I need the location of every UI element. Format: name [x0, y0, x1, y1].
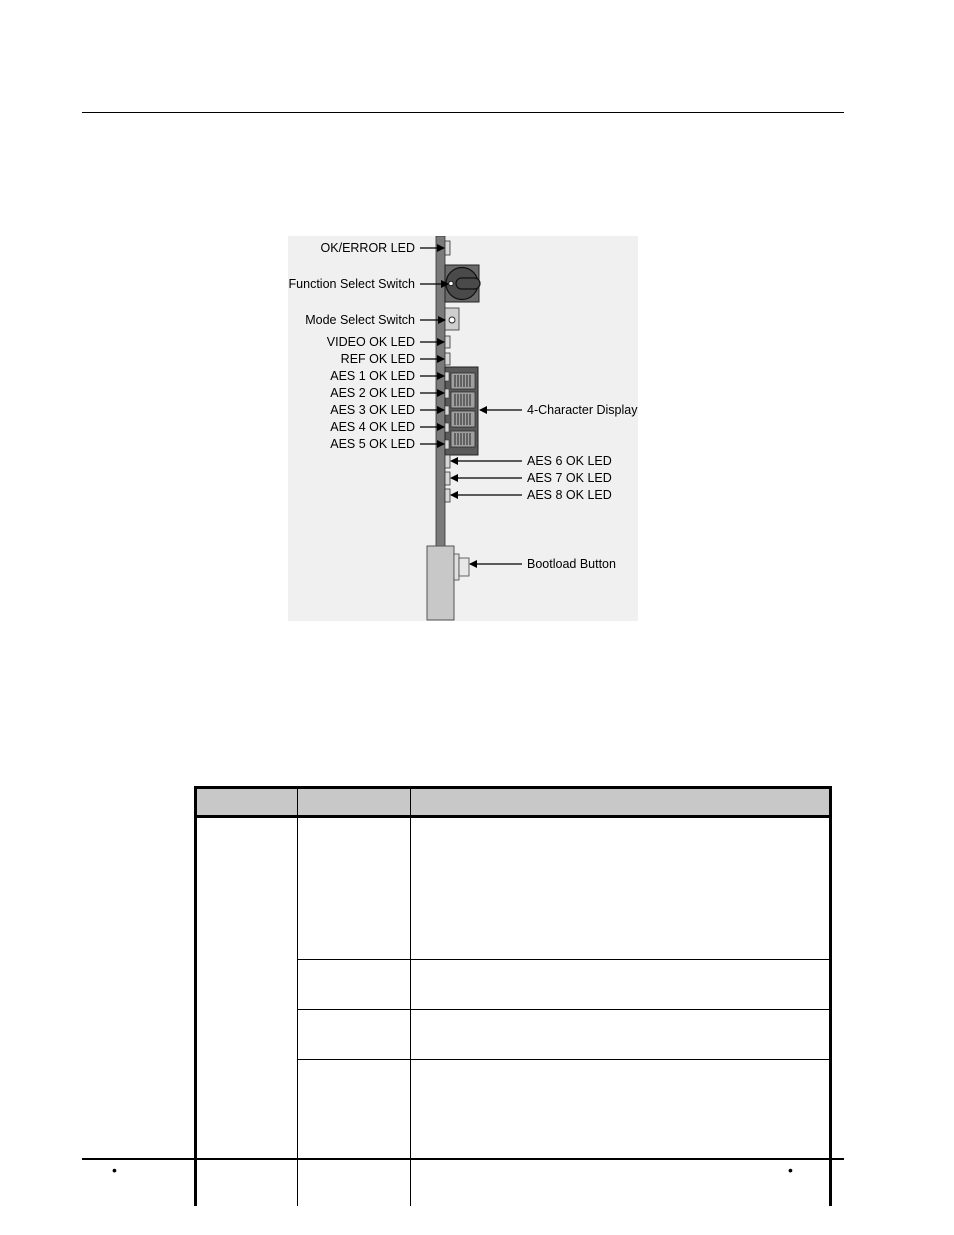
label-four-character-display: 4-Character Display — [527, 403, 638, 417]
footer-rule — [82, 1158, 844, 1160]
label-mode-select-switch: Mode Select Switch — [305, 313, 415, 327]
label-aes-7-ok-led: AES 7 OK LED — [527, 471, 612, 485]
circuit-board-edge — [436, 236, 445, 546]
label-ok-error-led: OK/ERROR LED — [320, 241, 415, 255]
row-separator-3 — [297, 1059, 830, 1060]
front-panel-diagram — [288, 236, 638, 621]
label-aes-8-ok-led: AES 8 OK LED — [527, 488, 612, 502]
table-border-right — [829, 786, 832, 1206]
indicator-table — [194, 786, 832, 1206]
table-header-row — [194, 786, 832, 818]
card-ejector — [427, 546, 454, 620]
label-video-ok-led: VIDEO OK LED — [326, 335, 415, 349]
label-aes-1-ok-led: AES 1 OK LED — [330, 369, 415, 383]
video-ok-led — [445, 336, 450, 348]
aes-8-ok-led — [445, 489, 450, 502]
row-separator-1 — [297, 959, 830, 960]
label-bootload-button: Bootload Button — [527, 557, 616, 571]
label-function-select-switch: Function Select Switch — [288, 277, 415, 291]
column-separator-2 — [410, 786, 411, 1206]
table-border-left — [194, 786, 197, 1206]
bootload-button — [459, 558, 469, 576]
column-separator-1 — [297, 786, 298, 1206]
aes-6-ok-led — [445, 455, 450, 468]
header-rule — [82, 112, 844, 113]
label-aes-6-ok-led: AES 6 OK LED — [527, 454, 612, 468]
label-ref-ok-led: REF OK LED — [340, 352, 415, 366]
label-aes-4-ok-led: AES 4 OK LED — [330, 420, 415, 434]
ref-ok-led — [445, 353, 450, 365]
label-aes-2-ok-led: AES 2 OK LED — [330, 386, 415, 400]
row-separator-2 — [297, 1009, 830, 1010]
ok-error-led — [445, 241, 450, 255]
label-aes-3-ok-led: AES 3 OK LED — [330, 403, 415, 417]
aes-7-ok-led — [445, 472, 450, 485]
footer-bullet-right: • — [788, 1162, 793, 1178]
footer-bullet-left: • — [112, 1162, 117, 1178]
label-aes-5-ok-led: AES 5 OK LED — [330, 437, 415, 451]
